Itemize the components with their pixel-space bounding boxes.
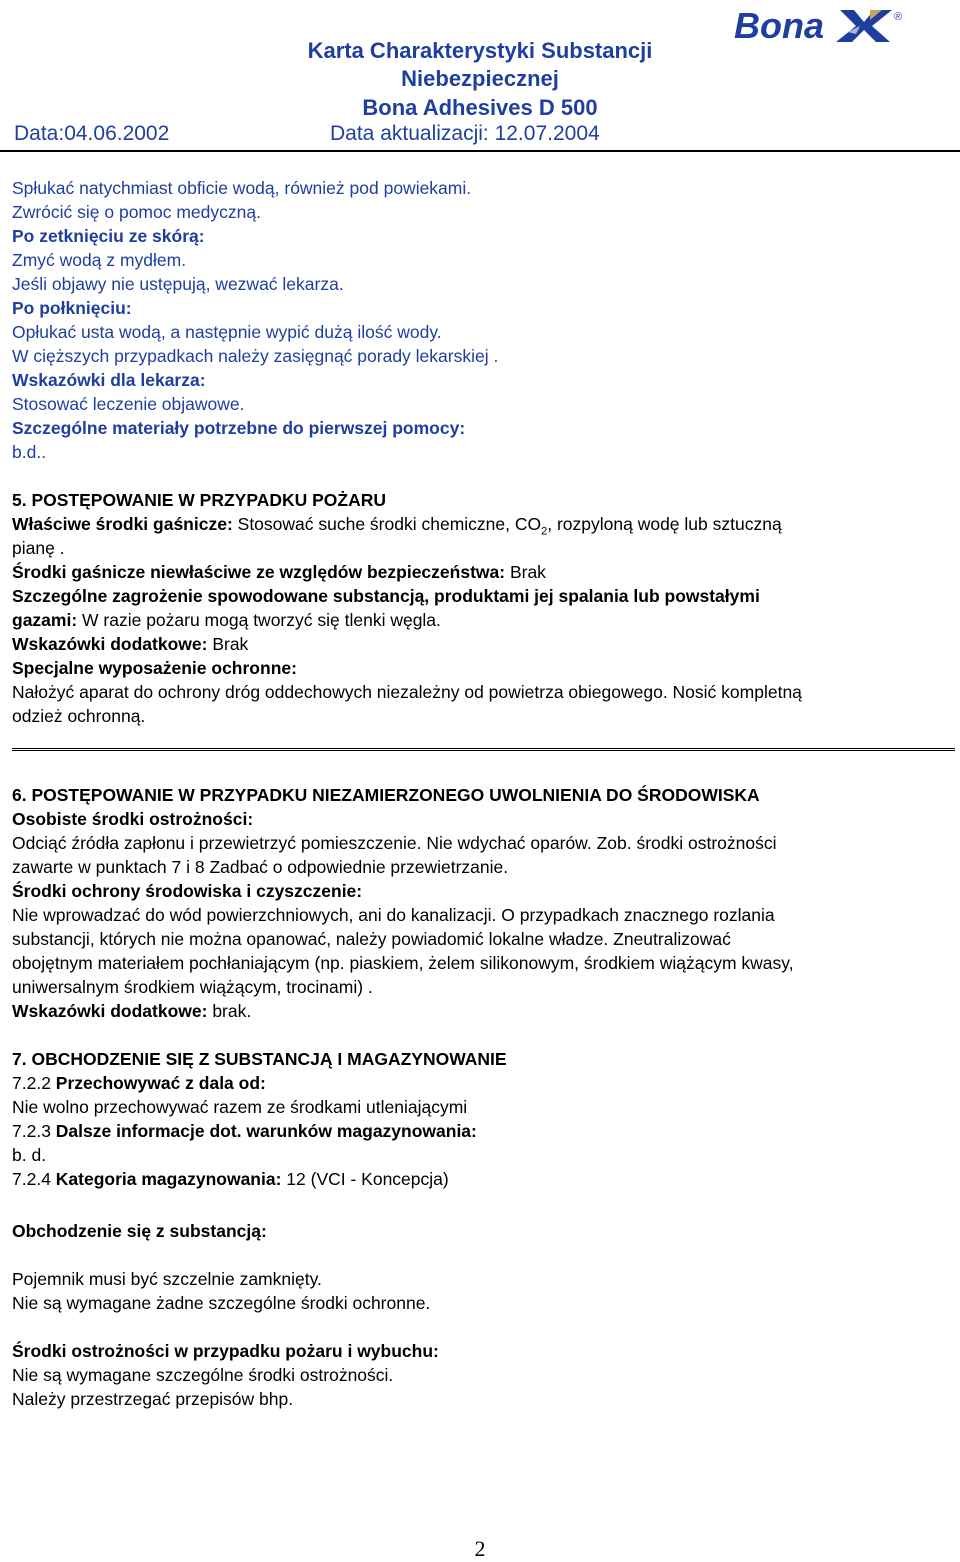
env-precautions-2: substancji, których nie można opanować, należy powiadomić lokalne władze. Zneutralizować — [12, 929, 731, 949]
doc-title-line2: Niebezpiecznej — [401, 66, 559, 91]
personal-precautions-1: Odciąć źródła zapłonu i przewietrzyć pomieszczenie. Nie wdychać oparów. Zob. środki ostrożności — [12, 833, 777, 853]
fire-explosion-text-1: Nie są wymagane szczególne środki ostrożności. — [12, 1365, 394, 1385]
handling-text-1: Pojemnik musi być szczelnie zamknięty. — [12, 1269, 322, 1289]
skin-instruction-2: Jeśli objawy nie ustępują, wezwać lekarza. — [12, 274, 344, 294]
storage-item-722: 7.2.2 Przechowywać z dala od: — [12, 1073, 266, 1093]
storage-item-724: 7.2.4 Kategoria magazynowania: 12 (VCI - Koncepcja) — [12, 1169, 449, 1189]
section-5-heading: 5. POSTĘPOWANIE W PRZYPADKU POŻARU — [12, 490, 387, 510]
fire-extra-notes: Wskazówki dodatkowe: Brak — [12, 634, 249, 654]
skin-instruction-1: Zmyć wodą z mydłem. — [12, 250, 187, 270]
unsuitable-agents: Środki gaśnicze niewłaściwe ze względów bezpieczeństwa: Brak — [12, 562, 546, 582]
storage-item-722-text: Nie wolno przechowywać razem ze środkami utleniającymi — [12, 1097, 468, 1117]
section-6-heading: 6. POSTĘPOWANIE W PRZYPADKU NIEZAMIERZONEGO UWOLNIENIA DO ŚRODOWISKA — [12, 785, 760, 805]
product-name: Bona Adhesives D 500 — [362, 95, 598, 120]
env-precautions-4: uniwersalnym środkiem wiążącym, trocinami) . — [12, 977, 373, 997]
personal-precautions-2: zawarte w punktach 7 i 8 Zadbać o odpowiednie przewietrzanie. — [12, 857, 509, 877]
personal-precautions-label: Osobiste środki ostrożności: — [12, 809, 254, 829]
protective-equipment-1: Nałożyć aparat do ochrony dróg oddechowych niezależny od powietrza obiegowego. Nosić kompletną — [12, 682, 802, 702]
extinguishing-agents: Właściwe środki gaśnicze: Stosować suche środki chemiczne, $CO_2$, rozpyloną wodę lub sztuczną — [12, 514, 782, 538]
section-7-heading: 7. OBCHODZENIE SIĘ Z SUBSTANCJĄ I MAGAZYNOWANIE — [12, 1049, 507, 1069]
special-hazard: gazami: W razie pożaru mogą tworzyć się tlenki węgla. — [12, 610, 441, 630]
ingestion-label: Po połknięciu: — [12, 298, 132, 318]
eye-instruction-2: Zwrócić się o pomoc medyczną. — [12, 202, 261, 222]
first-aid-materials-text: b.d.. — [12, 442, 47, 462]
ingestion-instruction-1: Opłukać usta wodą, a następnie wypić dużą ilość wody. — [12, 322, 442, 342]
fire-explosion-label: Środki ostrożności w przypadku pożaru i wybuchu: — [12, 1341, 439, 1361]
env-precautions-3: obojętnym materiałem pochłaniającym (np. piaskiem, żelem silikonowym, środkiem wiążącym kwasy, — [12, 953, 794, 973]
env-precautions-1: Nie wprowadzać do wód powierzchniowych, ani do kanalizacji. O przypadkach znacznego rozlania — [12, 905, 775, 925]
handling-label: Obchodzenie się z substancją: — [12, 1221, 267, 1241]
ingestion-instruction-2: W cięższych przypadkach należy zasięgnąć porady lekarskiej . — [12, 346, 499, 366]
doctor-notes-text: Stosować leczenie objawowe. — [12, 394, 245, 414]
storage-item-723: 7.2.3 Dalsze informacje dot. warunków magazynowania: — [12, 1121, 477, 1141]
protective-equipment-2: odzież ochronną. — [12, 706, 146, 726]
doc-title-line1: Karta Charakterystyki Substancji — [307, 38, 653, 63]
handling-text-2: Nie są wymagane żadne szczególne środki ochronne. — [12, 1293, 431, 1313]
issue-date: Data:04.06.2002 — [14, 122, 170, 145]
env-precautions-label: Środki ochrony środowiska i czyszczenie: — [12, 881, 363, 901]
header-rule — [0, 150, 960, 152]
first-aid-materials-label: Szczególne materiały potrzebne do pierwszej pomocy: — [12, 418, 466, 438]
protective-equipment-label: Specjalne wyposażenie ochronne: — [12, 658, 297, 678]
logo-text: Bona — [734, 5, 824, 46]
storage-item-723-text: b. d. — [12, 1145, 47, 1165]
extinguishing-agents-cont: pianę . — [12, 538, 65, 558]
document-body — [12, 176, 948, 1411]
doctor-notes-label: Wskazówki dla lekarza: — [12, 370, 206, 390]
registered-mark: ® — [894, 11, 903, 23]
fire-explosion-text-2: Należy przestrzegać przepisów bhp. — [12, 1389, 294, 1409]
page-header — [0, 0, 960, 160]
release-extra-notes: Wskazówki dodatkowe: brak. — [12, 1001, 252, 1021]
update-date: Data aktualizacji: 12.07.2004 — [330, 122, 600, 145]
skin-contact-label: Po zetknięciu ze skórą: — [12, 226, 205, 246]
special-hazard-label: Szczególne zagrożenie spowodowane substancją, produktami jej spalania lub powstałymi — [12, 586, 760, 606]
page-number: 2 — [474, 1536, 486, 1561]
eye-instruction-1: Spłukać natychmiast obficie wodą, również pod powiekami. — [12, 178, 472, 198]
logo-x-icon — [836, 10, 892, 42]
